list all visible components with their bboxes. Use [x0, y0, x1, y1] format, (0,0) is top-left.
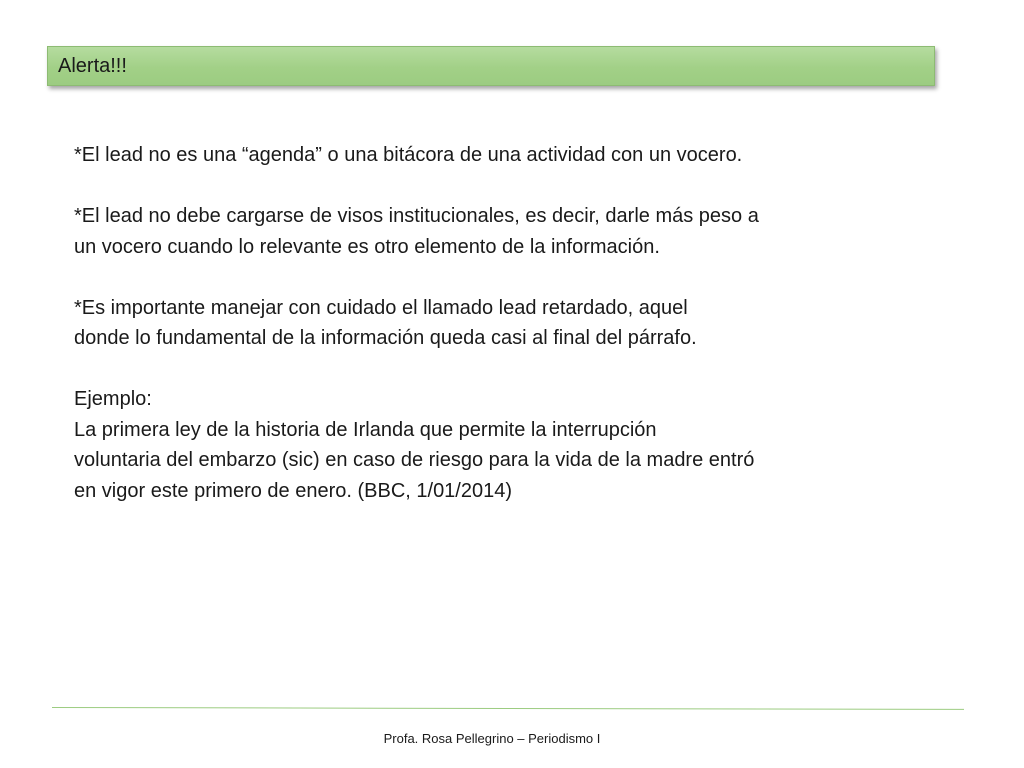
footer-credit: Profa. Rosa Pellegrino – Periodismo I — [383, 731, 601, 746]
slide-title: Alerta!!! — [58, 54, 127, 77]
paragraph — [74, 201, 874, 262]
example-paragraph — [74, 384, 874, 506]
paragraph — [74, 140, 874, 171]
title-banner — [47, 46, 935, 86]
text-line: en vigor este primero de enero. (BBC, 1/01/2014) — [74, 479, 513, 502]
text-line: voluntaria del embarzo (sic) en caso de riesgo para la vida de la madre entró — [74, 449, 755, 471]
text-line: un vocero cuando lo relevante es otro elemento de la información. — [74, 235, 660, 258]
text-line: La primera ley de la historia de Irlanda que permite la interrupción — [74, 418, 657, 441]
example-heading: Ejemplo: — [74, 388, 152, 410]
text-line: *El lead no es una “agenda” o una bitácora de una actividad con un vocero. — [74, 144, 743, 166]
text-line: *Es importante manejar con cuidado el llamado lead retardado, aquel — [74, 296, 688, 319]
slide-body — [74, 140, 874, 506]
footer-divider — [52, 707, 964, 710]
text-line: donde lo fundamental de la información queda casi al final del párrafo. — [74, 327, 697, 349]
text-line: *El lead no debe cargarse de visos institucionales, es decir, darle más peso a — [74, 205, 759, 227]
paragraph — [74, 293, 874, 354]
